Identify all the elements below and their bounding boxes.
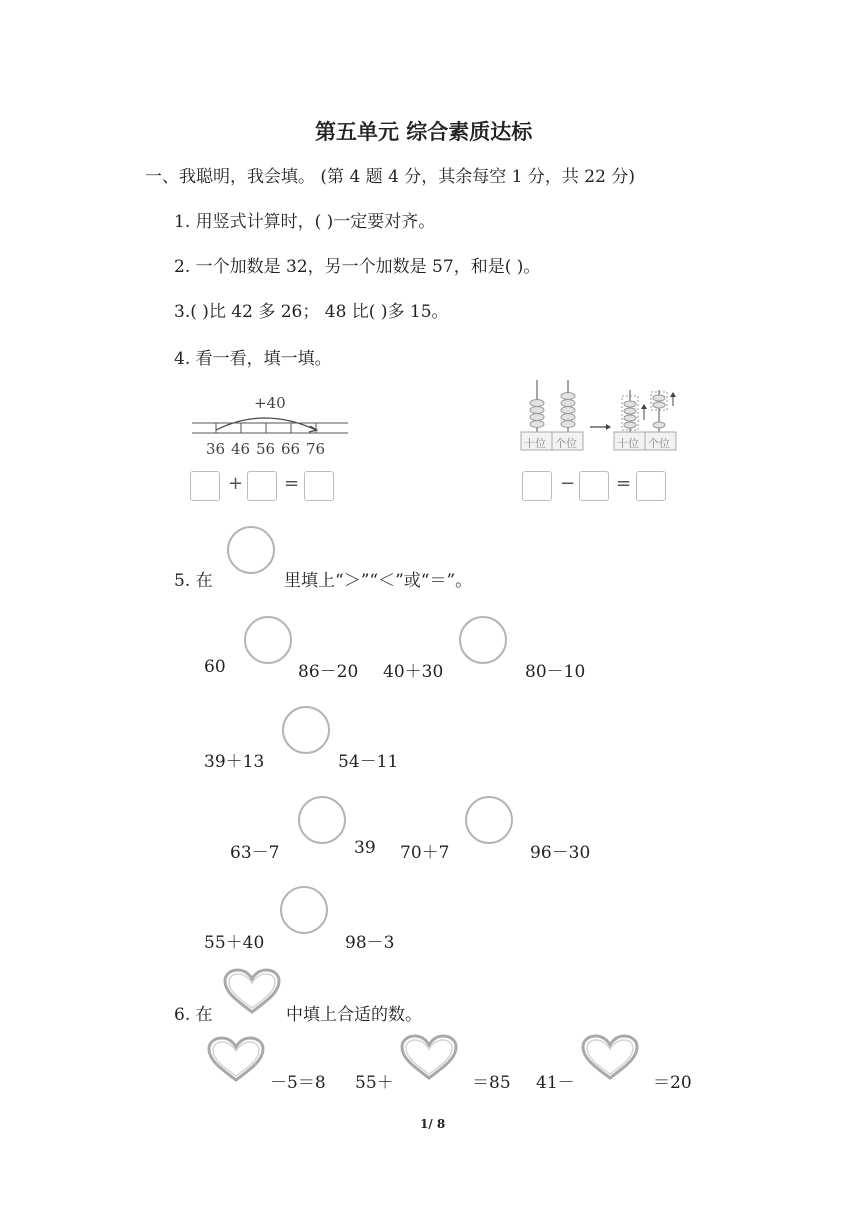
equals-sign: =	[616, 473, 632, 494]
question-5-prefix: 5. 在	[174, 571, 213, 591]
heart-eq-right: ＝85	[472, 1073, 511, 1093]
question-1: 1. 用竖式计算时，( )一定要对齐。	[174, 212, 436, 232]
abacus-label: 个位	[648, 437, 670, 450]
compare-circle[interactable]	[459, 616, 507, 664]
tick-label: 56	[256, 440, 276, 458]
abacus-label: 个位	[555, 437, 577, 450]
abacus-label: 十位	[524, 437, 546, 450]
question-3: 3.( )比 42 多 26； 48 比( )多 15。	[174, 302, 449, 322]
compare-right: 54－11	[338, 752, 399, 772]
compare-circle[interactable]	[244, 616, 292, 664]
compare-left: 63－7	[230, 843, 280, 863]
question-5-suffix: 里填上“＞”“＜”或“＝”。	[284, 571, 473, 591]
answer-box[interactable]	[190, 471, 220, 501]
tick-label: 36	[206, 440, 226, 458]
compare-left: 60	[204, 657, 226, 677]
heart-eq-right: －5＝8	[270, 1073, 326, 1093]
minus-sign: −	[560, 473, 576, 494]
compare-left: 39＋13	[204, 752, 265, 772]
compare-right: 86－20	[298, 662, 359, 682]
page-number: 1/ 8	[420, 1117, 446, 1131]
answer-box[interactable]	[522, 471, 552, 501]
abacus-label: 十位	[617, 437, 639, 450]
heart-answer-icon[interactable]	[206, 1036, 266, 1084]
plus-sign: +	[228, 473, 244, 494]
compare-left: 55＋40	[204, 933, 265, 953]
heart-icon	[222, 968, 282, 1016]
compare-right: 96－30	[530, 843, 591, 863]
heart-answer-icon[interactable]	[580, 1034, 640, 1082]
question-4: 4. 看一看，填一填。	[174, 349, 332, 369]
answer-box[interactable]	[579, 471, 609, 501]
answer-box[interactable]	[247, 471, 277, 501]
jump-label: +40	[254, 394, 286, 412]
question-2: 2. 一个加数是 32，另一个加数是 57，和是( )。	[174, 257, 541, 277]
heart-eq-left: 55＋	[355, 1073, 394, 1093]
tick-label: 66	[281, 440, 301, 458]
compare-right: 39	[354, 838, 376, 858]
answer-box[interactable]	[636, 471, 666, 501]
page-title: 第五单元 综合素质达标	[315, 120, 533, 144]
question-6-suffix: 中填上合适的数。	[286, 1005, 422, 1025]
answer-box[interactable]	[304, 471, 334, 501]
compare-circle[interactable]	[282, 706, 330, 754]
question-6-prefix: 6. 在	[174, 1005, 213, 1025]
compare-circle[interactable]	[280, 886, 328, 934]
section-heading: 一、我聪明，我会填。 (第 4 题 4 分，其余每空 1 分，共 22 分)	[145, 167, 635, 187]
heart-eq-left: 41－	[536, 1073, 575, 1093]
compare-circle[interactable]	[465, 796, 513, 844]
compare-right: 80－10	[525, 662, 586, 682]
heart-answer-icon[interactable]	[399, 1034, 459, 1082]
compare-left: 70＋7	[400, 843, 450, 863]
tick-label: 46	[231, 440, 251, 458]
heart-eq-right: ＝20	[653, 1073, 692, 1093]
circle-icon	[227, 526, 275, 574]
equals-sign: =	[284, 473, 300, 494]
compare-left: 40＋30	[383, 662, 444, 682]
tick-label: 76	[306, 440, 326, 458]
compare-circle[interactable]	[298, 796, 346, 844]
compare-right: 98－3	[345, 933, 395, 953]
